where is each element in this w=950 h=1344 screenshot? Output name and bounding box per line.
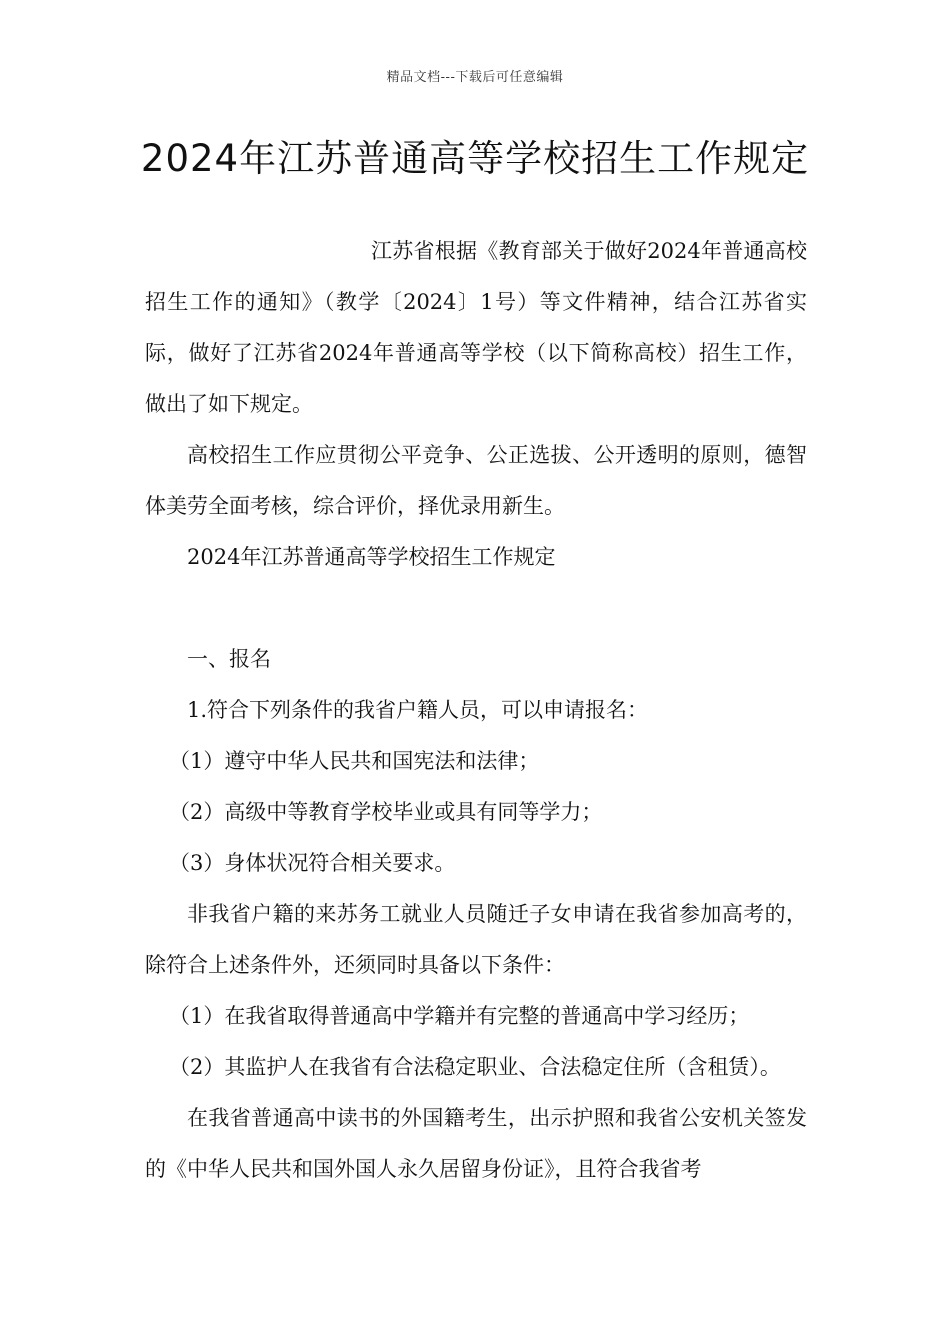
paragraph-subtitle: 2024年江苏普通高等学校招生工作规定 — [187, 545, 556, 569]
list-item-condition-2: （2）高级中等教育学校毕业或具有同等学力； — [169, 800, 603, 824]
page-header: 精品文档---下载后可任意编辑 — [386, 70, 564, 85]
document-body — [145, 226, 807, 1195]
paragraph-migrant-children: 非我省户籍的来苏务工就业人员随迁子女申请在我省参加高考的，除符合上述条件外，还须同时具备以下条件： — [145, 902, 807, 977]
paragraph-principles: 高校招生工作应贯彻公平竞争、公正选拔、公开透明的原则，德智体美劳全面考核，综合评价，择优录用新生。 — [145, 443, 807, 518]
paragraph-intro: 江苏省根据《教育部关于做好2024年普通高校招生工作的通知》（教学〔2024〕1号）等文件精神，结合江苏省实际，做好了江苏省2024年普通高等学校（以下简称高校）招生工作，做出了如下规定。 — [145, 239, 807, 416]
list-item-migrant-2: （2）其监护人在我省有合法稳定职业、合法稳定住所（含租赁）。 — [169, 1055, 781, 1079]
list-item-migrant-1: （1）在我省取得普通高中学籍并有完整的普通高中学习经历； — [169, 1004, 750, 1028]
list-item-condition-3: （3）身体状况符合相关要求。 — [169, 851, 456, 875]
paragraph-eligibility: 1.符合下列条件的我省户籍人员，可以申请报名： — [187, 698, 649, 722]
list-item-condition-1: （1）遵守中华人民共和国宪法和法律； — [169, 749, 540, 773]
section-heading-registration: 一、报名 — [187, 647, 271, 671]
document-title: 2024年江苏普通高等学校招生工作规定 — [140, 137, 810, 180]
blank-line — [145, 583, 807, 634]
paragraph-foreign-students: 在我省普通高中读书的外国籍考生，出示护照和我省公安机关签发的《中华人民共和国外国人永久居留身份证》，且符合我省考 — [145, 1106, 807, 1181]
